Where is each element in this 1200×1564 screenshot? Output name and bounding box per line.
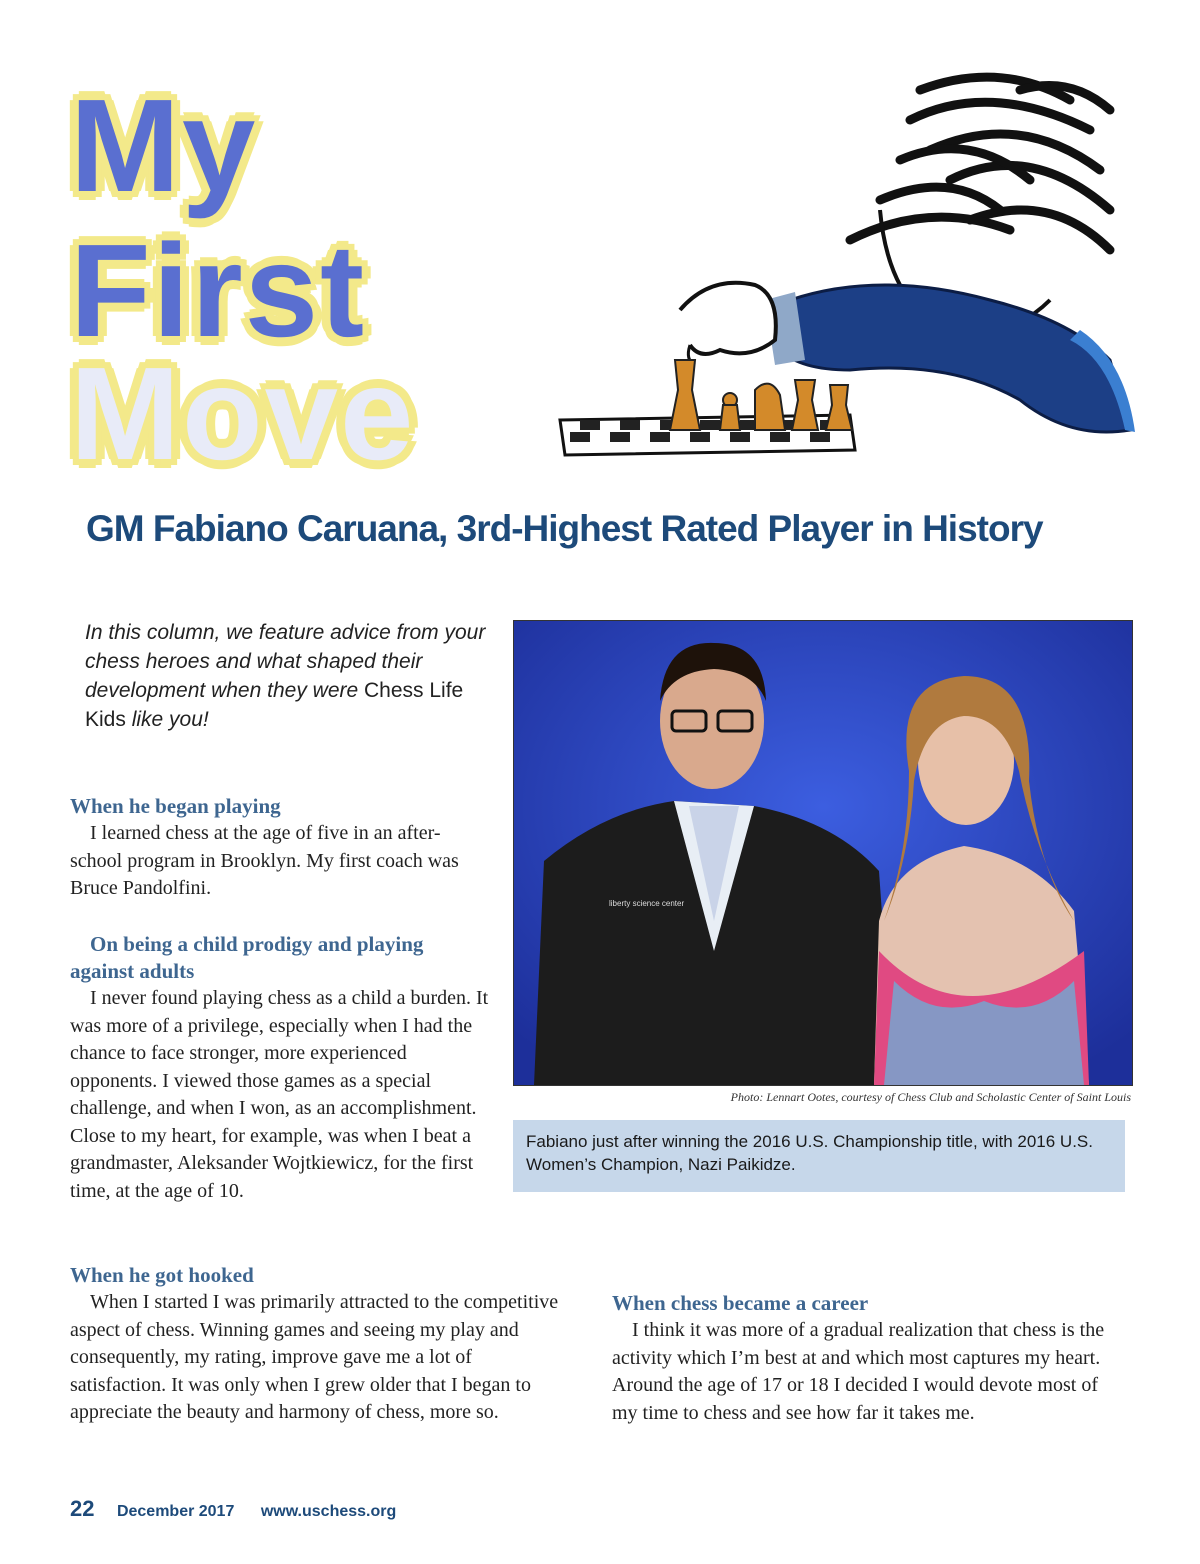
intro-text: In this column, we feature advice from your chess heroes and what shaped their development when they were	[85, 621, 486, 702]
chess-player-illustration	[550, 60, 1140, 460]
photo-image	[514, 621, 1132, 1085]
issue-date: December 2017	[116, 1503, 235, 1520]
page-footer	[70, 1496, 396, 1522]
section-heading: When he began playing	[70, 794, 281, 818]
section-body: I learned chess at the age of five in an after-school program in Brooklyn. My first coach was Bruce Pandolfini.	[70, 822, 459, 899]
section-heading: When chess became a career	[612, 1291, 869, 1315]
photo-caption: Fabiano just after winning the 2016 U.S. Championship title, with 2016 U.S. Women’s Champion, Nazi Paikidze.	[513, 1120, 1125, 1192]
section-child-prodigy	[70, 931, 490, 1205]
section-body: I think it was more of a gradual realization that chess is the activity which I’m best at and which most captures my heart. Around the age of 17 or 18 I decided I would devote most of my time to chess and see how far it takes me.	[612, 1319, 1105, 1424]
section-heading: When he got hooked	[70, 1263, 254, 1287]
section-body: When I started I was primarily attracted to the competitive aspect of chess. Winning games and seeing my play and consequently, my rating, improve gave me a lot of satisfaction. It was only when I grew older that I began to appreciate the beauty and harmony of chess, more so.	[70, 1291, 559, 1423]
intro-paragraph	[85, 618, 505, 734]
title-word-move: Move	[70, 340, 416, 487]
section-got-hooked	[70, 1262, 570, 1427]
title-word-first: First	[70, 217, 367, 364]
title-word-my: My	[70, 72, 258, 219]
page-number: 22	[70, 1496, 95, 1521]
section-began-playing	[70, 793, 490, 903]
section-body: I never found playing chess as a child a burden. It was more of a privilege, especially when I had the chance to face stronger, more experienced opponents. I viewed those games as a special challenge, and when I won, as an accomplishment. Close to my heart, for example, was when I beat a grandmaster, Aleksander Wojtkiewicz, for the first time, at the age of 10.	[70, 987, 489, 1202]
article-subtitle: GM Fabiano Caruana, 3rd-Highest Rated Player in History	[86, 508, 1043, 549]
intro-ending: like you!	[131, 708, 209, 731]
section-career	[612, 1290, 1127, 1427]
photo-credit: Photo: Lennart Ootes, courtesy of Chess Club and Scholastic Center of Saint Louis	[730, 1090, 1131, 1104]
players-photo	[513, 620, 1133, 1086]
website-link[interactable]: www.uschess.org	[260, 1503, 397, 1520]
jacket-logo-text: liberty science center	[609, 899, 685, 908]
intro-brand: Chess Life Kids	[85, 679, 464, 731]
section-heading: On being a child prodigy and playing against adults	[70, 932, 424, 983]
